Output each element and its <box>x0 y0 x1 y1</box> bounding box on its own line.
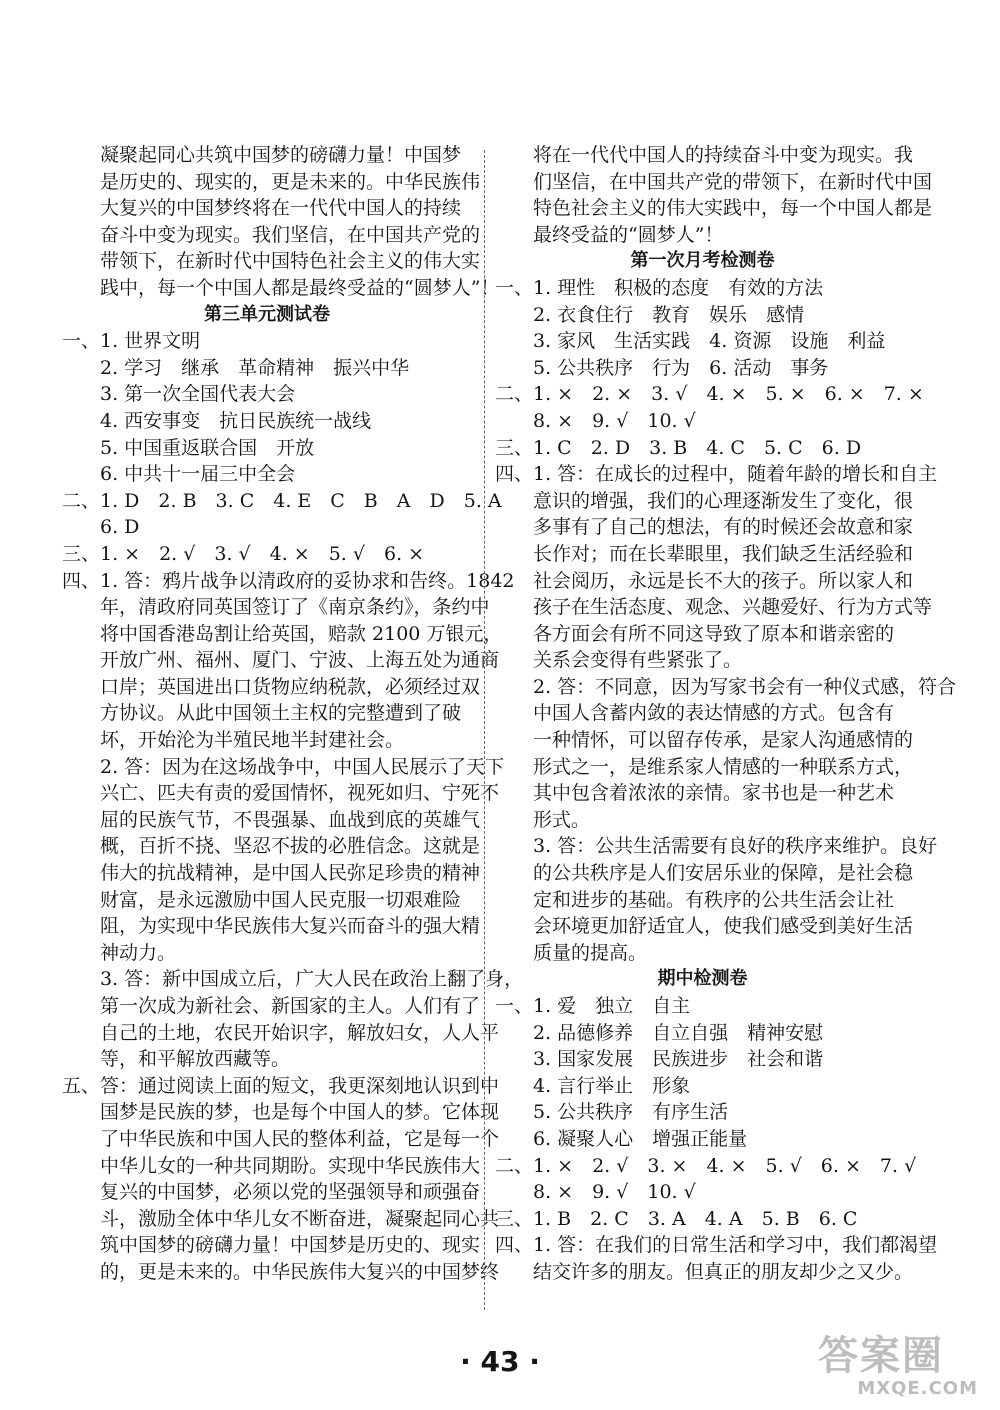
left-text-line: 屈的民族气节，不畏强暴、血战到底的英雄气 <box>100 808 481 831</box>
left-text-line: 践中，每一个中国人都是最终受益的“圆梦人”！ <box>100 276 500 299</box>
section-heading: 第一次月考检测卷 <box>630 250 775 272</box>
right-text-line: 结交许多的朋友。但真正的朋友却少之又少。 <box>533 1260 914 1283</box>
left-text-line: 伟大的抗战精神，是中国人民弥足珍贵的精神 <box>100 862 481 885</box>
right-text-line: 四、1. 答：在成长的过程中，随着年龄的增长和自主 <box>495 463 938 486</box>
right-text-line: 6. 凝聚人心 增强正能量 <box>533 1127 748 1150</box>
right-text-line: 8. × 9. √ 10. √ <box>533 409 696 432</box>
watermark-url: MXQE.COM <box>857 1378 978 1399</box>
right-text-line: 关系会变得有些紧张了。 <box>533 649 743 672</box>
left-text-line: 的，更是未来的。中华民族伟大复兴的中国梦终 <box>100 1260 500 1283</box>
right-text-line: 孩子在生活态度、观念、兴趣爱好、行为方式等 <box>533 596 933 619</box>
right-text-line: 特色社会主义的伟大实践中，每一个中国人都是 <box>533 197 933 220</box>
right-text-line: 3. 国家发展 民族进步 社会和谐 <box>533 1048 824 1071</box>
left-text-line: 是历史的、现实的，更是未来的。中华民族伟 <box>100 170 481 193</box>
left-text-line: 口岸；英国进出口货物应纳税款，必须经过双 <box>100 675 481 698</box>
right-text-line: 意识的增强，我们的心理逐渐发生了变化，很 <box>533 489 914 512</box>
left-text-line: 大复兴的中国梦终将在一代代中国人的持续 <box>100 197 462 220</box>
right-text-line: 一种情怀，可以留存传承，是家人沟通感情的 <box>533 729 914 752</box>
left-text-line: 二、1. D 2. B 3. C 4. E C B A D 5. A <box>62 489 502 512</box>
watermark-title: 答案圈 <box>818 1333 944 1379</box>
left-text-line: 带领下，在新时代中国特色社会主义的伟大实 <box>100 250 481 273</box>
left-text-line: 四、1. 答：鸦片战争以清政府的妥协求和告终。1842 <box>62 569 515 592</box>
right-text-line: 多事有了自己的想法，有的时候还会故意和家 <box>533 516 914 539</box>
right-text-line: 将在一代代中国人的持续奋斗中变为现实。我 <box>533 144 914 166</box>
right-text-line: 2. 答：不同意，因为写家书会有一种仪式感，符合 <box>533 675 957 698</box>
left-text-line: 中华儿女的一种共同期盼。实现中华民族伟大 <box>100 1154 481 1177</box>
right-text-line: 一、1. 爱 独立 自主 <box>495 995 691 1017</box>
left-text-line: 国梦是民族的梦，也是每个中国人的梦。它体现 <box>100 1101 500 1124</box>
right-text-line: 一、1. 理性 积极的态度 有效的方法 <box>495 276 824 299</box>
left-text-line: 3. 答：新中国成立后，广大人民在政治上翻了身， <box>100 968 524 991</box>
right-text-line: 质量的提高。 <box>533 941 648 964</box>
left-text-line: 年，清政府同英国签订了《南京条约》，条约中 <box>100 596 490 619</box>
right-text-line: 形式之一，是维系家人情感的一种联系方式， <box>533 755 914 778</box>
left-text-line: 6. 中共十一届三中全会 <box>100 463 296 486</box>
left-text-line: 一、1. 世界文明 <box>62 330 201 353</box>
left-text-line: 五、答：通过阅读上面的短文，我更深刻地认识到中 <box>62 1074 500 1097</box>
left-text-line: 兴亡、匹夫有责的爱国情怀，视死如归、宁死不 <box>100 782 500 805</box>
left-text-line: 自己的土地，农民开始识字，解放妇女，人人平 <box>100 1021 500 1044</box>
left-text-line: 3. 第一次全国代表大会 <box>100 383 296 406</box>
left-text-line: 财富，是永远激励中国人民克服一切艰难险 <box>100 888 462 911</box>
right-text-line: 四、1. 答：在我们的日常生活和学习中，我们都渴望 <box>495 1234 938 1257</box>
left-text-line: 将中国香港岛割让给英国，赔款 2100 万银元， <box>100 622 503 645</box>
left-text-line: 筑中国梦的磅礴力量！中国梦是历史的、现实 <box>100 1234 481 1257</box>
left-text-line: 方协议。从此中国领土主权的完整遭到了破 <box>100 702 462 725</box>
right-text-line: 二、1. × 2. × 3. √ 4. × 5. × 6. × 7. × <box>495 383 924 406</box>
right-text-line: 二、1. × 2. √ 3. × 4. × 5. √ 6. × 7. √ <box>495 1154 917 1177</box>
left-text-line: 了中华民族和中国人民的整体利益，它是每一个 <box>100 1127 500 1150</box>
right-text-line: 2. 衣食住行 教育 娱乐 感情 <box>533 303 805 326</box>
right-text-line: 的公共秩序是人们安居乐业的保障，是社会稳 <box>533 862 914 885</box>
right-text-line: 中国人含蓄内敛的表达情感的方式。包含有 <box>533 702 895 725</box>
left-text-line: 4. 西安事变 抗日民族统一战线 <box>100 409 372 432</box>
section-heading: 第三单元测试卷 <box>204 303 330 325</box>
right-column <box>495 142 957 1286</box>
left-text-line: 神动力。 <box>100 941 177 964</box>
right-text-line: 长作对；而在长辈眼里，我们缺乏生活经验和 <box>533 542 914 565</box>
right-text-line: 们坚信，在中国共产党的带领下，在新时代中国 <box>533 170 933 193</box>
right-text-line: 会环境更加舒适宜人，使我们感受到美好生活 <box>533 915 914 938</box>
left-text-line: 5. 中国重返联合国 开放 <box>100 436 315 459</box>
left-text-line: 开放广州、福州、厦门、宁波、上海五处为通商 <box>100 649 500 672</box>
right-text-line: 5. 公共秩序 行为 6. 活动 事务 <box>533 356 829 379</box>
left-text-line: 坏，开始沦为半殖民地半封建社会。 <box>100 729 405 752</box>
left-text-line: 第一次成为新社会、新国家的主人。人们有了 <box>100 995 481 1017</box>
left-text-line: 三、1. × 2. √ 3. √ 4. × 5. √ 6. × <box>62 542 425 565</box>
left-text-line: 阻，为实现中华民族伟大复兴而奋斗的强大精 <box>100 915 481 938</box>
right-text-line: 3. 家风 生活实践 4. 资源 设施 利益 <box>533 330 886 353</box>
right-text-line: 最终受益的“圆梦人”！ <box>533 223 724 246</box>
right-text-line: 4. 言行举止 形象 <box>533 1074 691 1097</box>
page-number: · 43 · <box>460 1345 540 1378</box>
right-text-line: 5. 公共秩序 有序生活 <box>533 1101 729 1124</box>
left-text-line: 等，和平解放西藏等。 <box>100 1048 291 1071</box>
right-text-line: 形式。 <box>533 808 591 831</box>
right-text-line: 其中包含着浓浓的亲情。家书也是一种艺术 <box>533 782 895 805</box>
right-text-line: 定和进步的基础。有秩序的公共生活会让社 <box>533 888 895 911</box>
left-text-line: 复兴的中国梦，必须以党的坚强领导和顽强奋 <box>100 1181 481 1204</box>
right-text-line: 2. 品德修养 自立自强 精神安慰 <box>533 1021 824 1044</box>
left-text-line: 6. D <box>100 516 140 539</box>
left-column <box>62 142 524 1286</box>
right-text-line: 8. × 9. √ 10. √ <box>533 1181 696 1204</box>
watermark-logo <box>818 1334 978 1400</box>
left-text-line: 2. 答：因为在这场战争中，中国人民展示了天下 <box>100 755 505 778</box>
right-text-line: 三、1. C 2. D 3. B 4. C 5. C 6. D <box>495 436 862 459</box>
left-text-line: 概，百折不挠、坚忍不拔的必胜信念。这就是 <box>100 835 481 858</box>
right-text-line: 三、1. B 2. C 3. A 4. A 5. B 6. C <box>495 1207 858 1230</box>
right-text-line: 社会阅历，永远是长不大的孩子。所以家人和 <box>533 569 914 592</box>
left-text-line: 凝聚起同心共筑中国梦的磅礴力量！中国梦 <box>100 144 462 166</box>
left-text-line: 奋斗中变为现实。我们坚信，在中国共产党的 <box>100 223 481 246</box>
right-text-line: 各方面会有所不同这导致了原本和谐亲密的 <box>533 622 895 645</box>
section-heading: 期中检测卷 <box>657 968 748 990</box>
right-text-line: 3. 答：公共生活需要有良好的秩序来维护。良好 <box>533 835 938 858</box>
left-text-line: 斗，激励全体中华儿女不断奋进，凝聚起同心共 <box>100 1207 500 1230</box>
column-divider <box>484 150 485 1310</box>
left-text-line: 2. 学习 继承 革命精神 振兴中华 <box>100 356 410 379</box>
